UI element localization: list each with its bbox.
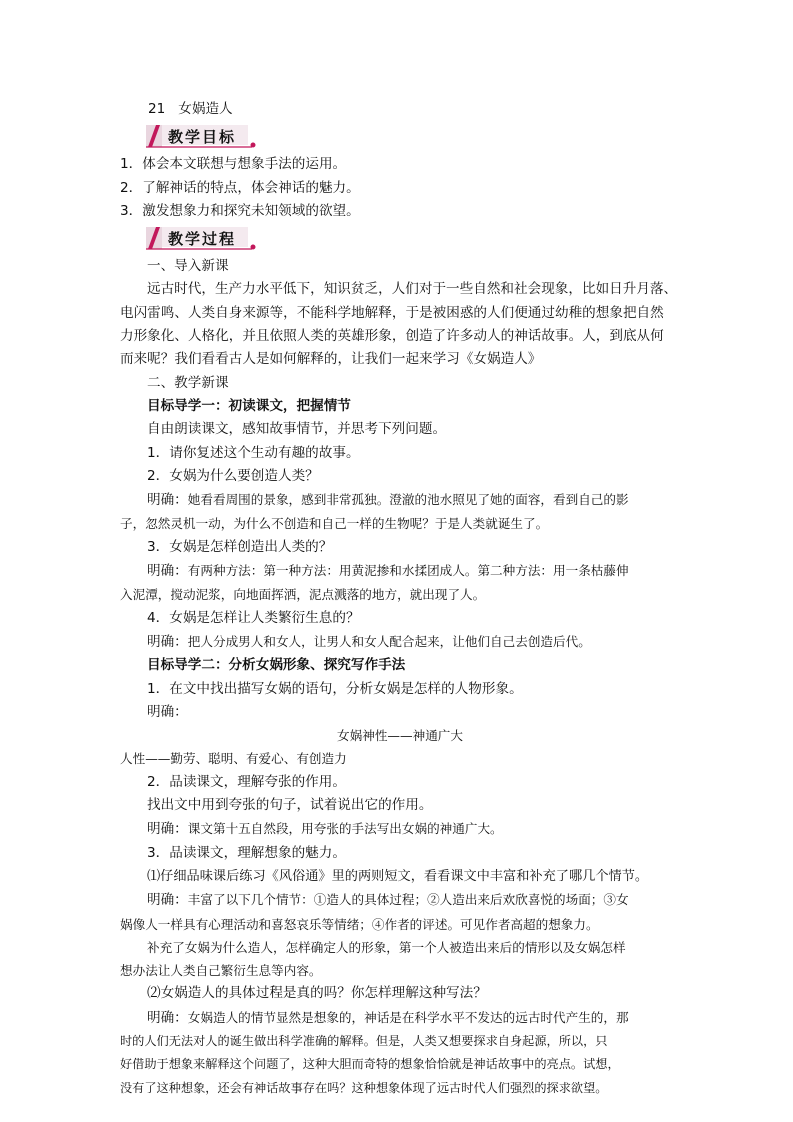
question: 1．请你复述这个生动有趣的故事。 — [147, 444, 360, 461]
document-page — [120, 98, 680, 1100]
intro-paragraph-line: 电闪雷鸣、人类自身来源等，不能科学地解释，于是被困惑的人们便通过幼稚的想象把自然 — [120, 304, 664, 321]
question: 1．在文中找出描写女娲的语句，分析女娲是怎样的人物形象。 — [147, 680, 523, 697]
goal-heading: 目标导学二：分析女娲形象、探究写作手法 — [147, 657, 406, 674]
answer-text: 她看看周围的景象，感到非常孤独。澄澈的池水照见了她的面容，看到自己的影 — [187, 492, 629, 508]
answer-text: 女娲造人的情节显然是想象的，神话是在科学水平不发达的远古时代产生的，那 — [187, 1009, 629, 1025]
instruction-text: 找出文中用到夸张的句子，试着说出它的作用。 — [147, 797, 433, 814]
question: 2．品读课文，理解夸张的作用。 — [147, 773, 346, 790]
sub-question: ⑵女娲造人的具体过程是真的吗？你怎样理解这种写法？ — [147, 985, 487, 1002]
answer-text: 课文第十五自然段，用夸张的手法写出女娲的神通广大。 — [187, 821, 503, 837]
answer-line — [120, 1006, 680, 1030]
answer-label: 明确： — [147, 892, 188, 909]
question: 3．女娲是怎样创造出人类的？ — [147, 538, 333, 555]
sub-question: ⑴仔细品味课后练习《风俗通》里的两则短文，看看课文中丰富和补充了哪几个情节。 — [147, 868, 649, 884]
intro-paragraph-line: 而来呢？我们看看古人是如何解释的，让我们一起来学习《女娲造人》 — [120, 351, 542, 368]
answer-text: 丰富了以下几个情节：①造人的具体过程；②人造出来后欢欣喜悦的场面；③女 — [187, 892, 629, 908]
banner-title: 教学过程 — [168, 230, 237, 249]
answer-line: 想办法让人类自己繁衍生息等内容。 — [120, 963, 322, 979]
lesson-name: 女娲造人 — [178, 101, 233, 117]
question: 2．女娲为什么要创造人类？ — [147, 467, 319, 484]
answer-line — [120, 817, 680, 841]
goal-item: 2．了解神话的特点，体会神话的魅力。 — [120, 179, 360, 196]
answer-label: 明确： — [147, 703, 188, 720]
question: 3．品读课文，理解想象的魅力。 — [147, 844, 346, 861]
answer-line: 补充了女娲为什么造人，怎样确定人的形象，第一个人被造出来后的情形以及女娲怎样 — [147, 939, 626, 955]
banner-title: 教学目标 — [168, 128, 237, 147]
section-heading: 一、导入新课 — [147, 258, 229, 275]
answer-line: 娲像人一样具有心理活动和喜怒哀乐等情绪；④作者的评述。可见作者高超的想象力。 — [120, 916, 599, 932]
answer-line: 人性——勤劳、聪明、有爱心、有创造力 — [120, 751, 347, 767]
answer-line: 子，忽然灵机一动，为什么不创造和自己一样的生物呢？于是人类就诞生了。 — [120, 516, 549, 532]
intro-paragraph-line: 远古时代，生产力水平低下，知识贫乏，人们对于一些自然和社会现象，比如日升月落、 — [147, 281, 678, 298]
lesson-number: 21 — [148, 101, 166, 117]
answer-line — [120, 488, 680, 512]
answer-line: 好借助于想象来解释这个问题了，这种大胆而奇特的想象恰恰就是神话故事中的亮点。试想， — [120, 1057, 620, 1072]
answer-text: 把人分成男人和女人，让男人和女人配合起来，让他们自己去创造后代。 — [187, 633, 591, 649]
goal-item: 3．激发想象力和探究未知领域的欲望。 — [120, 202, 360, 219]
answer-label: 明确： — [147, 563, 188, 580]
goal-item: 1．体会本文联想与想象手法的运用。 — [120, 156, 347, 173]
answer-line — [120, 888, 680, 912]
answer-label: 明确： — [147, 492, 188, 509]
answer-line: 没有了这种想象，还会有神话故事存在吗？这种想象体现了远古时代人们强烈的探求欲望。 — [120, 1080, 608, 1095]
teaching-goals-banner — [144, 123, 264, 149]
section-heading: 二、教学新课 — [147, 374, 229, 391]
question: 4．女娲是怎样让人类繁衍生息的？ — [147, 609, 360, 626]
answer-line: 时的人们无法对人的诞生做出科学准确的解释。但是，人类又想要探求自身起源，所以，只 — [120, 1033, 608, 1048]
answer-label: 明确： — [147, 633, 188, 650]
answer-label: 明确： — [147, 1009, 188, 1026]
teaching-process-banner — [144, 225, 264, 251]
answer-line — [120, 559, 680, 583]
goal-heading: 目标导学一：初读课文，把握情节 — [147, 397, 351, 414]
intro-paragraph-line: 力形象化、人格化，并且依照人类的英雄形象，创造了许多动人的神话故事。人，到底从何 — [120, 328, 664, 345]
answer-line — [120, 630, 680, 654]
instruction-text: 自由朗读课文，感知故事情节，并思考下列问题。 — [147, 421, 447, 438]
answer-text: 有两种方法：第一种方法：用黄泥掺和水揉团成人。第二种方法：用一条枯藤伸 — [187, 563, 629, 579]
answer-line: 入泥潭，搅动泥浆，向地面挥洒，泥点溅落的地方，就出现了人。 — [120, 587, 486, 603]
answer-label: 明确： — [147, 821, 188, 838]
answer-center-text: 女娲神性——神通广大 — [337, 728, 463, 744]
lesson-title — [148, 98, 680, 121]
